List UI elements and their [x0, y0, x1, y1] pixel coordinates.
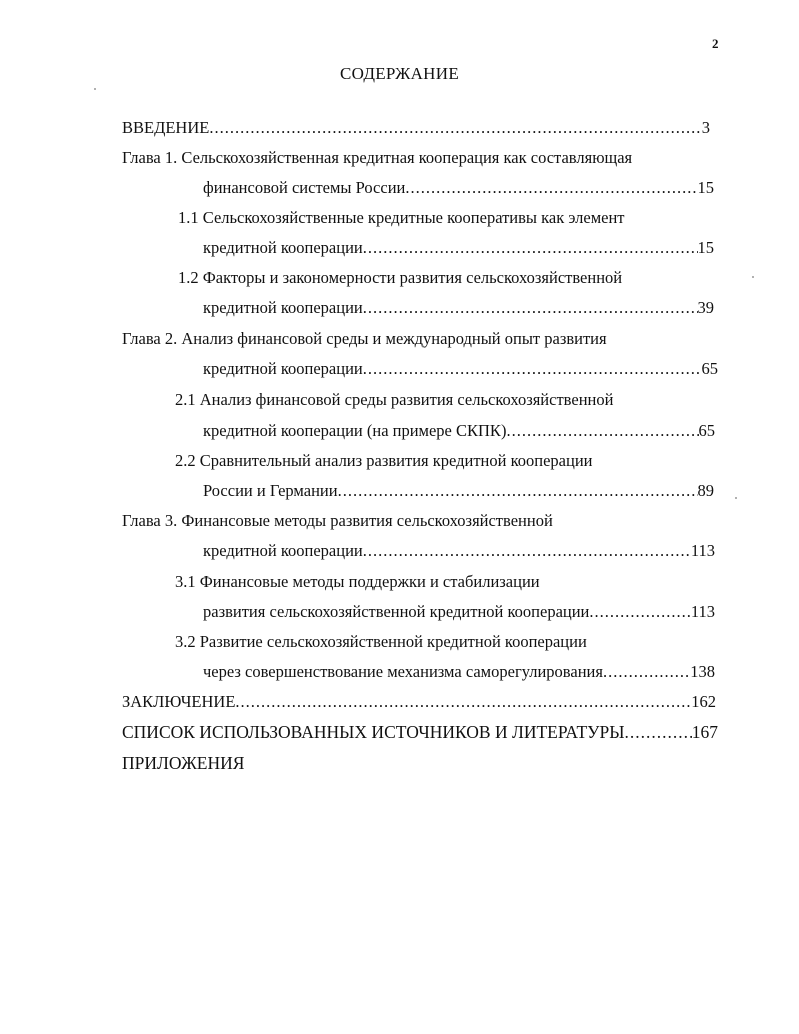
toc-entry-page: 138	[690, 662, 715, 681]
dot-leader	[235, 692, 691, 712]
toc-entry-section-1-1-cont[interactable]	[203, 238, 714, 258]
toc-entry-page: 162	[691, 692, 716, 711]
toc-entry-page: 167	[691, 722, 718, 742]
toc-title: СОДЕРЖАНИЕ	[339, 64, 460, 83]
toc-entry-section-3-2[interactable]	[175, 632, 587, 652]
toc-entry-chapter-3[interactable]	[122, 511, 553, 531]
scan-speck	[752, 276, 754, 278]
toc-entry-chapter-1-cont[interactable]	[203, 178, 714, 198]
toc-entry-text: кредитной кооперации	[203, 238, 363, 257]
toc-entry-text: финансовой системы России	[203, 178, 406, 197]
scan-speck	[735, 497, 737, 499]
dot-leader	[625, 722, 692, 742]
toc-entry-text: 3.1 Финансовые методы поддержки и стабилизации	[175, 572, 540, 591]
toc-entry-introduction[interactable]	[122, 118, 710, 138]
toc-entry-section-3-2-cont[interactable]	[203, 662, 715, 682]
toc-entry-page: 3	[701, 118, 710, 137]
toc-entry-text: 2.1 Анализ финансовой среды развития сельскохозяйственной	[175, 390, 614, 409]
toc-entry-text: кредитной кооперации	[203, 298, 363, 317]
dot-leader	[209, 118, 701, 138]
dot-leader	[405, 178, 697, 198]
dot-leader	[363, 359, 702, 379]
toc-entry-text: кредитной кооперации (на примере СКПК)	[203, 421, 507, 440]
toc-entry-text: через совершенствование механизма саморегулирования	[203, 662, 603, 681]
dot-leader	[363, 298, 698, 318]
toc-entry-appendices[interactable]	[122, 753, 244, 773]
scan-speck	[94, 88, 96, 90]
toc-entry-text: 2.2 Сравнительный анализ развития кредитной кооперации	[175, 451, 593, 470]
dot-leader	[363, 238, 698, 258]
toc-entry-section-2-1[interactable]	[175, 390, 613, 410]
page-number: 2	[712, 36, 719, 51]
toc-entry-section-2-2-cont[interactable]	[203, 481, 714, 501]
toc-entry-text: России и Германии	[203, 481, 338, 500]
toc-entry-text: кредитной кооперации	[203, 359, 363, 378]
toc-entry-chapter-1[interactable]	[122, 148, 632, 168]
toc-entry-section-1-2[interactable]	[178, 268, 622, 288]
toc-entry-chapter-2-cont[interactable]	[203, 359, 718, 379]
toc-entry-conclusion[interactable]	[122, 692, 716, 712]
toc-entry-text: Глава 1. Сельскохозяйственная кредитная кооперация как составляющая	[122, 148, 633, 167]
toc-entry-text: Глава 2. Анализ финансовой среды и международный опыт развития	[122, 329, 607, 348]
toc-entry-text: развития сельскохозяйственной кредитной кооперации	[203, 602, 590, 621]
toc-entry-text: ВВЕДЕНИЕ	[122, 118, 210, 137]
toc-entry-text: 1.1 Сельскохозяйственные кредитные кооперативы как элемент	[178, 208, 625, 227]
dot-leader	[603, 662, 690, 682]
toc-entry-section-3-1[interactable]	[175, 572, 540, 592]
toc-entry-page: 15	[697, 178, 714, 197]
dot-leader	[363, 541, 691, 561]
dot-leader	[589, 602, 690, 622]
toc-entry-text: ПРИЛОЖЕНИЯ	[122, 753, 245, 773]
toc-entry-section-3-1-cont[interactable]	[203, 602, 715, 622]
toc-entry-page: 89	[697, 481, 714, 500]
toc-entry-text: кредитной кооперации	[203, 541, 363, 560]
toc-entry-page: 39	[697, 298, 714, 317]
dot-leader	[338, 481, 698, 501]
toc-entry-page: 113	[690, 602, 715, 621]
toc-entry-text: 3.2 Развитие сельскохозяйственной кредитной кооперации	[175, 632, 587, 651]
toc-entry-chapter-2[interactable]	[122, 329, 607, 349]
toc-entry-text: ЗАКЛЮЧЕНИЕ	[122, 692, 236, 711]
toc-entry-references[interactable]	[122, 722, 718, 742]
toc-entry-page: 65	[698, 421, 715, 440]
toc-entry-chapter-3-cont[interactable]	[203, 541, 715, 561]
toc-entry-section-1-2-cont[interactable]	[203, 298, 714, 318]
toc-entry-section-2-1-cont[interactable]	[203, 421, 715, 441]
toc-entry-section-1-1[interactable]	[178, 208, 625, 228]
toc-entry-section-2-2[interactable]	[175, 451, 592, 471]
toc-entry-page: 65	[701, 359, 718, 378]
dot-leader	[506, 421, 698, 441]
toc-entry-text: СПИСОК ИСПОЛЬЗОВАННЫХ ИСТОЧНИКОВ И ЛИТЕРАТУРЫ	[122, 722, 625, 742]
toc-entry-text: 1.2 Факторы и закономерности развития сельскохозяйственной	[178, 268, 623, 287]
toc-entry-text: Глава 3. Финансовые методы развития сельскохозяйственной	[122, 511, 553, 530]
toc-entry-page: 113	[690, 541, 715, 560]
toc-entry-page: 15	[697, 238, 714, 257]
